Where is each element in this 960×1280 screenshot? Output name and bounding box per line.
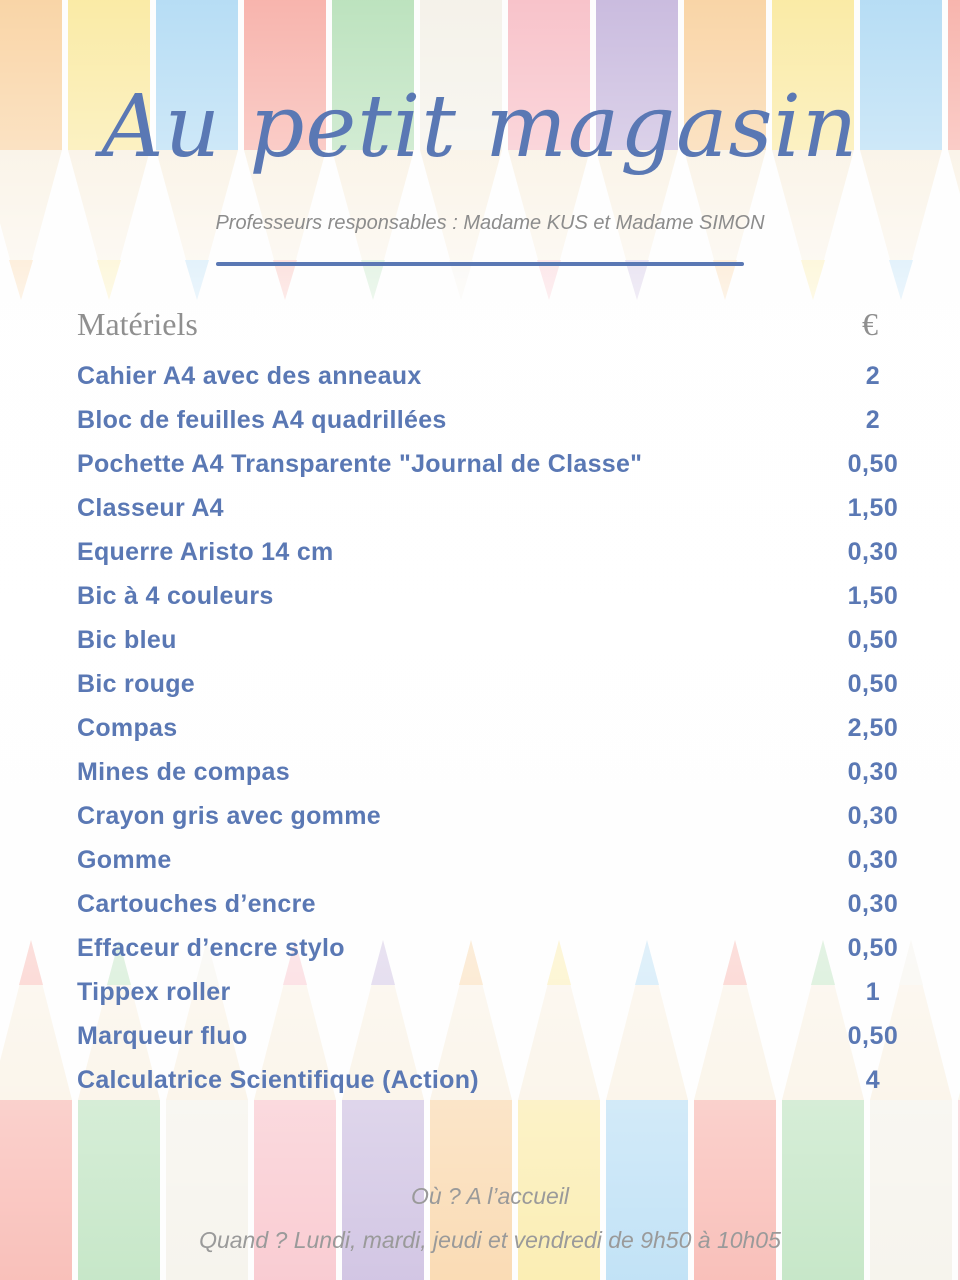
item-price: 1,50: [847, 582, 899, 610]
item-price: 0,30: [847, 538, 899, 566]
list-item: [0, 1060, 960, 1104]
item-price: 0,30: [847, 846, 899, 874]
item-name: Bic rouge: [77, 670, 195, 698]
item-name: Tippex roller: [77, 978, 231, 1006]
item-name: Crayon gris avec gomme: [77, 802, 381, 830]
list-item: [0, 928, 960, 972]
responsible-teachers: Professeurs responsables : Madame KUS et Madame SIMON: [215, 212, 765, 234]
item-name: Bloc de feuilles A4 quadrillées: [77, 406, 447, 434]
footer-location: Où ? A l’accueil: [410, 1183, 570, 1209]
page-title: Au petit magasin: [101, 77, 859, 177]
list-item: [0, 664, 960, 708]
list-item: [0, 576, 960, 620]
item-price: 2: [865, 406, 881, 434]
list-item: [0, 444, 960, 488]
item-price: 1: [865, 978, 881, 1006]
item-name: Calculatrice Scientifique (Action): [77, 1066, 479, 1094]
list-item: [0, 884, 960, 928]
item-price: 0,30: [847, 758, 899, 786]
item-name: Pochette A4 Transparente "Journal de Classe": [77, 450, 643, 478]
item-name: Classeur A4: [77, 494, 224, 522]
list-item: [0, 1016, 960, 1060]
item-price: 4: [865, 1066, 881, 1094]
list-item: [0, 840, 960, 884]
item-price: 2,50: [847, 714, 899, 742]
list-item: [0, 972, 960, 1016]
list-item: [0, 796, 960, 840]
list-item: [0, 356, 960, 400]
list-item: [0, 400, 960, 444]
item-price: 0,50: [847, 670, 899, 698]
divider-line: [216, 262, 744, 266]
item-price: 1,50: [847, 494, 899, 522]
item-price: 0,50: [847, 934, 899, 962]
item-name: Effaceur d’encre stylo: [77, 934, 345, 962]
list-item: [0, 752, 960, 796]
list-item: [0, 488, 960, 532]
item-price: 0,30: [847, 802, 899, 830]
column-header-price: €: [862, 306, 878, 342]
item-list: [0, 356, 960, 1104]
item-price: 0,50: [847, 1022, 899, 1050]
item-price: 2: [865, 362, 881, 390]
item-name: Compas: [77, 714, 178, 742]
item-name: Mines de compas: [77, 758, 290, 786]
item-name: Equerre Aristo 14 cm: [77, 538, 334, 566]
item-name: Cahier A4 avec des anneaux: [77, 362, 422, 390]
item-price: 0,50: [847, 626, 899, 654]
footer-schedule: Quand ? Lundi, mardi, jeudi et vendredi de 9h50 à 10h05: [199, 1227, 781, 1253]
column-header-items: Matériels: [77, 306, 198, 342]
list-item: [0, 708, 960, 752]
item-name: Cartouches d’encre: [77, 890, 316, 918]
item-price: 0,30: [847, 890, 899, 918]
item-name: Marqueur fluo: [77, 1022, 248, 1050]
list-item: [0, 532, 960, 576]
list-item: [0, 620, 960, 664]
item-name: Bic à 4 couleurs: [77, 582, 274, 610]
item-name: Bic bleu: [77, 626, 177, 654]
item-name: Gomme: [77, 846, 172, 874]
item-price: 0,50: [847, 450, 899, 478]
